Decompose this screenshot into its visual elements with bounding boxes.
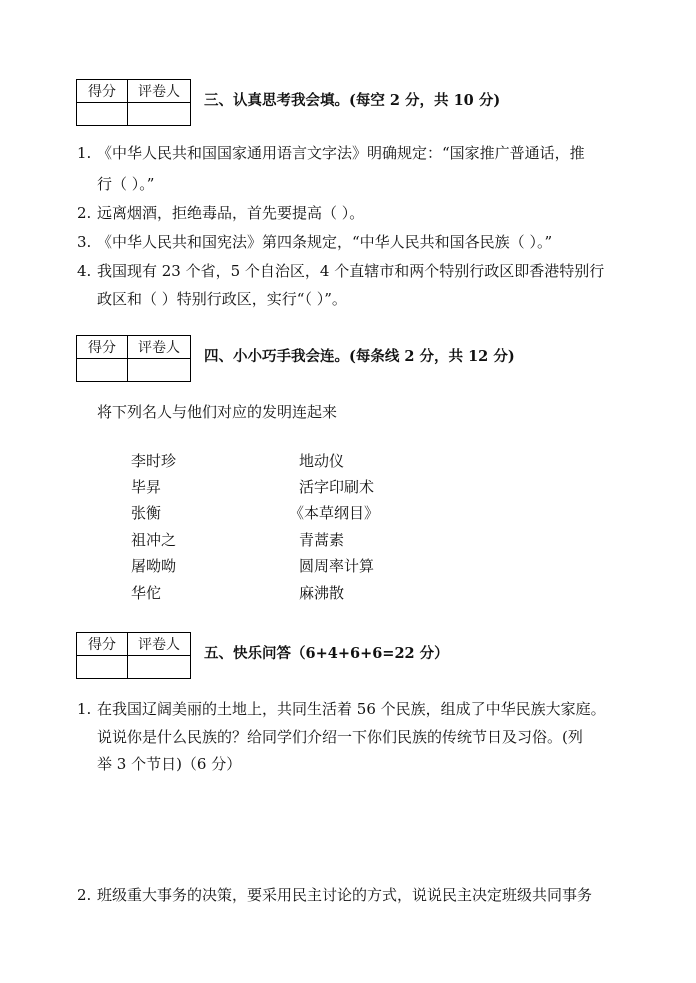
- question-3-4-continuation: 政区和（ ）特别行政区，实行“（ ）”。: [97, 290, 347, 308]
- question-text: 我国现有 23 个省，5 个自治区，4 个直辖市和两个特别行政区即香港特别行: [97, 262, 605, 280]
- question-5-1-continuation: 说说你是什么民族的？给同学们介绍一下你们民族的传统节日及习俗。(列: [97, 728, 583, 746]
- section-5-title: 五、快乐问答（6+4+6+6=22 分）: [204, 645, 449, 662]
- question-number: 1.: [77, 700, 92, 718]
- question-5-1-continuation: 举 3 个节日)（6 分）: [97, 755, 242, 773]
- score-table-section-3: [76, 79, 191, 126]
- question-3-2: [77, 203, 364, 223]
- question-text: 在我国辽阔美丽的土地上，共同生活着 56 个民族，组成了中华民族大家庭。: [97, 700, 606, 718]
- person-item[interactable]: 华佗: [131, 584, 162, 602]
- invention-item[interactable]: 圆周率计算: [299, 557, 375, 575]
- invention-item[interactable]: 青蒿素: [299, 531, 345, 549]
- invention-item[interactable]: 《本草纲目》: [289, 504, 380, 522]
- section-3-title: 三、认真思考我会填。(每空 2 分，共 10 分): [204, 92, 501, 109]
- matching-instructions: 将下列名人与他们对应的发明连起来: [97, 403, 338, 421]
- score-table-section-5: [76, 632, 191, 679]
- score-label: 得分: [77, 80, 128, 103]
- grader-cell[interactable]: [128, 656, 191, 679]
- grader-label: 评卷人: [128, 80, 191, 103]
- grader-label: 评卷人: [128, 336, 191, 359]
- person-item[interactable]: 李时珍: [131, 452, 177, 470]
- question-3-4: [77, 261, 604, 281]
- invention-item[interactable]: 地动仪: [299, 452, 345, 470]
- person-item[interactable]: 祖冲之: [131, 531, 177, 549]
- grader-label: 评卷人: [128, 633, 191, 656]
- score-label: 得分: [77, 336, 128, 359]
- question-number: 1.: [77, 144, 92, 162]
- question-number: 4.: [77, 262, 92, 280]
- question-text: 远离烟酒，拒绝毒品，首先要提高（ ）。: [97, 204, 365, 222]
- grader-cell[interactable]: [128, 359, 191, 382]
- question-5-1: [77, 699, 606, 719]
- question-number: 3.: [77, 233, 92, 251]
- person-item[interactable]: 毕昇: [131, 478, 162, 496]
- question-text: 班级重大事务的决策，要采用民主讨论的方式，说说民主决定班级共同事务: [97, 886, 593, 904]
- invention-item[interactable]: 麻沸散: [299, 584, 345, 602]
- score-cell[interactable]: [77, 656, 128, 679]
- grader-cell[interactable]: [128, 103, 191, 126]
- question-3-1-continuation: 行（ ）。”: [97, 175, 155, 193]
- question-5-2: [77, 885, 592, 905]
- score-table-section-4: [76, 335, 191, 382]
- question-3-3: [77, 232, 552, 252]
- section-4-title: 四、小小巧手我会连。(每条线 2 分，共 12 分): [204, 348, 515, 365]
- question-text: 《中华人民共和国宪法》第四条规定，“中华人民共和国各民族（ ）。”: [97, 233, 553, 251]
- question-number: 2.: [77, 204, 92, 222]
- score-label: 得分: [77, 633, 128, 656]
- score-cell[interactable]: [77, 103, 128, 126]
- person-item[interactable]: 屠呦呦: [131, 557, 177, 575]
- person-item[interactable]: 张衡: [131, 504, 162, 522]
- invention-item[interactable]: 活字印刷术: [299, 478, 375, 496]
- question-3-1: [77, 143, 585, 163]
- question-number: 2.: [77, 886, 92, 904]
- question-text: 《中华人民共和国国家通用语言文字法》明确规定：“国家推广普通话，推: [97, 144, 585, 162]
- score-cell[interactable]: [77, 359, 128, 382]
